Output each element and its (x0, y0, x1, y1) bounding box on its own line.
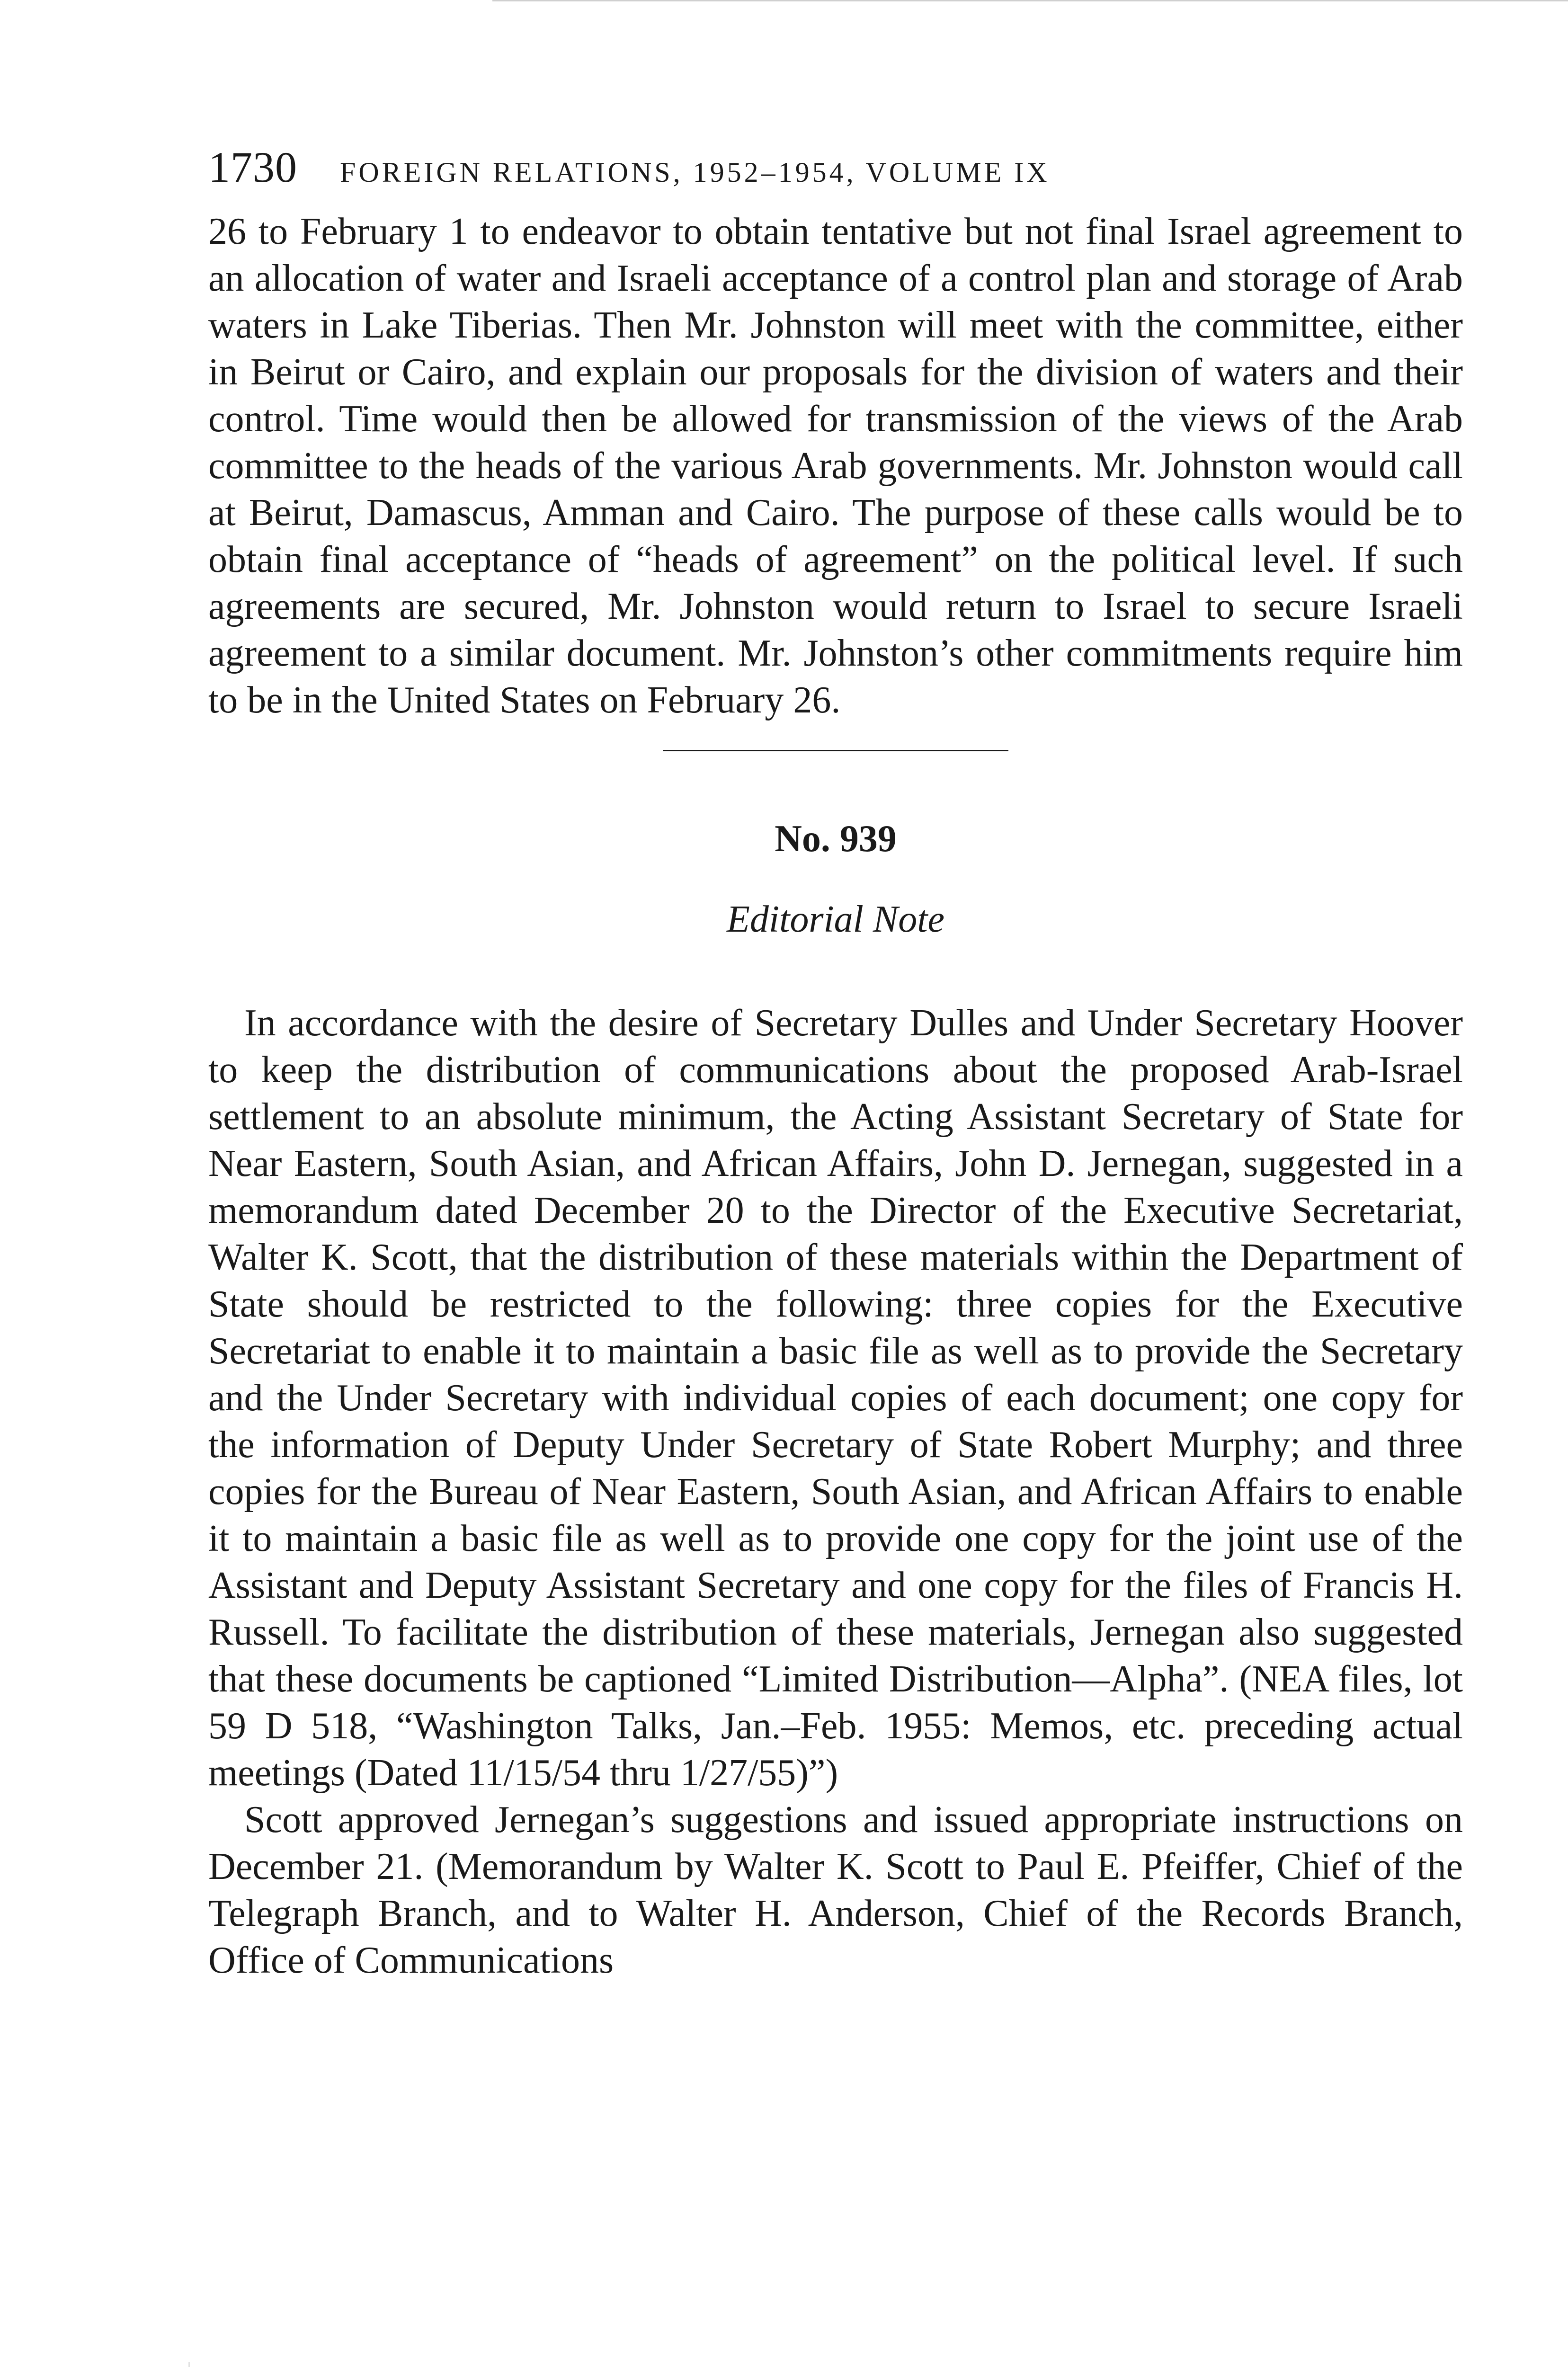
running-head-title: FOREIGN RELATIONS, 1952–1954, VOLUME IX (340, 157, 1050, 188)
page-number: 1730 (208, 143, 297, 191)
section-divider (663, 750, 1008, 751)
top-edge-rule (492, 0, 1568, 1)
editorial-note-body (208, 1000, 1463, 1984)
document-number: No. 939 (775, 818, 897, 860)
running-head (208, 142, 1463, 208)
document-subtitle: Editorial Note (727, 899, 944, 940)
scan-margin-mark (188, 2362, 190, 2367)
editorial-note-paragraph: In accordance with the desire of Secretary Dulles and Under Secretary Hoover to keep the distribution of communications about the proposed Arab-Israel settlement to an absolute minimum, the Acting Assistant Secretary of State for Near Eastern, South Asian, and African Affairs, John D. Jernegan, suggested in a memorandum dated December 20 to the Director of the Executive Secretariat, Walter K. Scott, that the distribution of these materials within the Department of State should be restricted to the following: three copies for the Executive Secretariat to enable it to maintain a basic file as well as to provide the Secretary and the Under Secretary with individual copies of each document; one copy for the information of Deputy Under Secretary of State Robert Murphy; and three copies for the Bureau of Near Eastern, South Asian, and African Affairs to enable it to maintain a basic file as well as to provide one copy for the joint use of the Assistant and Deputy Assistant Secretary and one copy for the files of Francis H. Russell. To facilitate the distribution of these materials, Jernegan also suggested that these documents be captioned “Limited Distribution—Alpha”. (NEA files, lot 59 D 518, “Washington Talks, Jan.–Feb. 1955: Memos, etc. preceding actual meetings (Dated 11/15/54 thru 1/27/55)”) (208, 1002, 1463, 1794)
editorial-note-paragraph: Scott approved Jernegan’s suggestions and issued appropriate instructions on December 21. (Memorandum by Walter K. Scott to Paul E. Pfeiffer, Chief of the Telegraph Branch, and to Walter H. Anderson, Chief of the Records Branch, Office of Communications (208, 1799, 1463, 1981)
continuation-paragraph: 26 to February 1 to endeavor to obtain tentative but not final Israel agreement to an allocation of water and Israeli acceptance of a control plan and storage of Arab waters in Lake Tiberias. Then Mr. Johnston will meet with the committee, either in Beirut or Cairo, and explain our proposals for the division of waters and their control. Time would then be allowed for transmission of the views of the Arab committee to the heads of the various Arab governments. Mr. Johnston would call at Beirut, Damascus, Amman and Cairo. The purpose of these calls would be to obtain final acceptance of “heads of agreement” on the political level. If such agreements are secured, Mr. Johnston would return to Israel to secure Israeli agreement to a similar document. Mr. Johnston’s other commitments require him to be in the United States on February 26. (208, 211, 1463, 721)
document-page (208, 142, 1463, 1984)
